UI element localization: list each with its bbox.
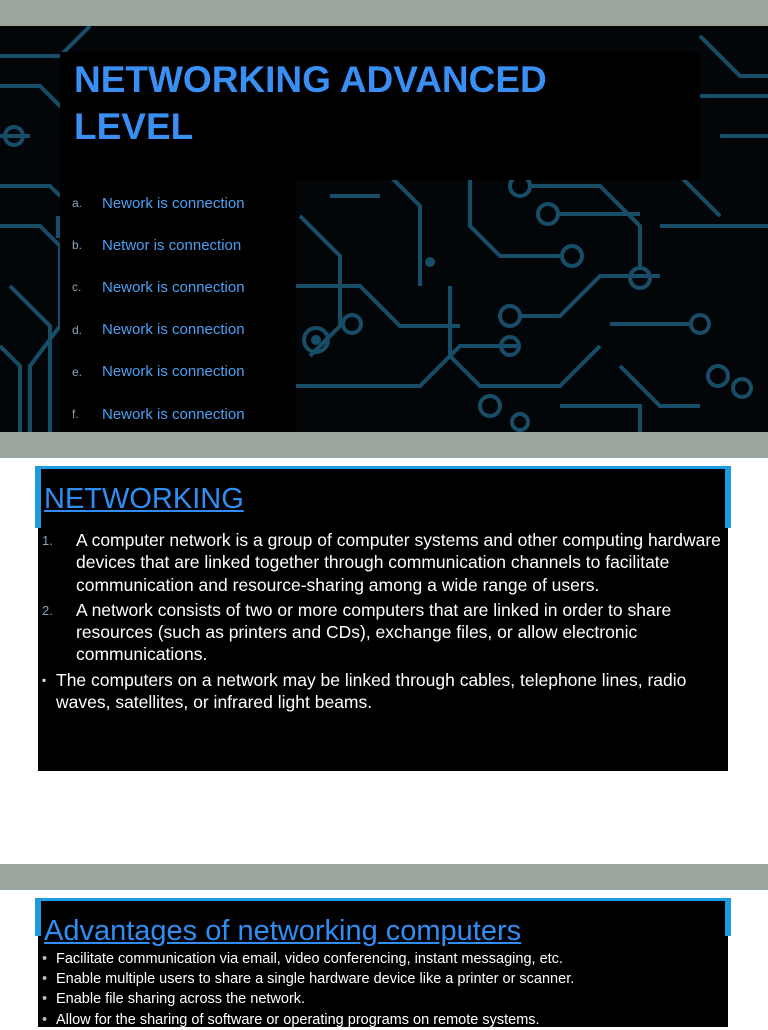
list-item	[42, 949, 574, 969]
list-item-text: Networ is connection	[102, 236, 242, 254]
slide-title-line1: NETWORKING ADVANCED	[74, 59, 547, 100]
slide-networking-advanced	[0, 26, 768, 432]
bullet-dot-icon: •	[42, 1011, 48, 1028]
left-corner-accent	[35, 898, 41, 936]
list-item	[72, 266, 245, 308]
list-item-text: Nework is connection	[102, 405, 245, 423]
slide-advantages	[38, 898, 728, 1027]
lower-gray-band	[0, 864, 768, 890]
slide-title-line2: LEVEL	[74, 106, 194, 147]
slide-body	[42, 529, 726, 713]
list-marker: b.	[72, 238, 83, 253]
list-item	[72, 351, 245, 393]
list-item	[42, 969, 574, 989]
slide-title	[74, 56, 634, 150]
numbered-item	[42, 529, 726, 596]
list-item-text: Enable multiple users to share a single hardware device like a printer or scanner.	[56, 971, 575, 988]
list-item-text: Enable file sharing across the network.	[56, 991, 306, 1008]
list-item	[42, 989, 574, 1009]
list-item	[72, 309, 245, 351]
advantages-list	[42, 949, 574, 1030]
middle-gray-band	[0, 432, 768, 458]
list-item-text: Nework is connection	[102, 321, 245, 339]
bullet-text: The computers on a network may be linked through cables, telephone lines, radio waves, satellites, or infrared light beams.	[56, 669, 687, 713]
slide-heading: NETWORKING	[44, 483, 244, 515]
right-corner-accent	[725, 466, 731, 528]
left-corner-accent	[35, 466, 41, 528]
list-item	[72, 182, 245, 224]
list-item	[72, 393, 245, 432]
list-marker: c.	[72, 280, 82, 295]
right-corner-accent	[725, 898, 731, 936]
slide-networking	[38, 466, 728, 771]
list-marker: f.	[72, 407, 79, 422]
list-marker: a.	[72, 196, 83, 211]
list-item	[72, 224, 245, 266]
numbered-item	[42, 599, 726, 666]
lettered-list	[72, 182, 245, 432]
list-item	[42, 1010, 574, 1030]
list-item-text: Nework is connection	[102, 363, 245, 381]
item-text: A network consists of two or more computers that are linked in order to share resources (such as printers and CDs), exchange files, or allow electronic communications.	[76, 599, 672, 665]
list-marker: d.	[72, 322, 83, 337]
list-item-text: Allow for the sharing of software or operating programs on remote systems.	[56, 1011, 540, 1028]
bullet-item	[42, 669, 726, 714]
list-item-text: Nework is connection	[102, 278, 245, 296]
item-number: 2.	[42, 602, 53, 618]
bullet-dot-icon: •	[42, 971, 48, 988]
bullet-dot-icon: •	[42, 991, 48, 1008]
list-marker: e.	[72, 364, 83, 379]
bullet-dot-icon: •	[42, 951, 48, 967]
list-item-text: Facilitate communication via email, video conferencing, instant messaging, etc.	[56, 951, 563, 967]
item-text: A computer network is a group of computer systems and other computing hardware devices that are linked together through communication channels to facilitate communication and resource-sharing among a wide range of users.	[76, 530, 721, 595]
item-number: 1.	[42, 533, 53, 548]
square-bullet-icon: ▪	[42, 672, 47, 687]
slide-heading: Advantages of networking computers	[44, 915, 522, 947]
list-item-text: Nework is connection	[102, 194, 245, 212]
top-gray-band	[0, 0, 768, 26]
